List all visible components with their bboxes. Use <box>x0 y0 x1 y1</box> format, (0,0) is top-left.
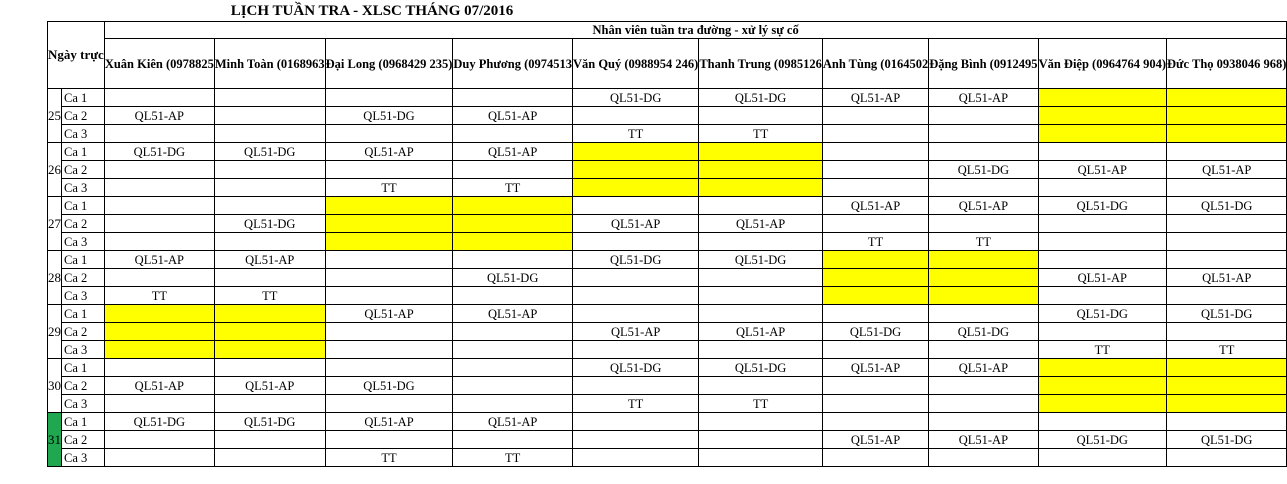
table-row <box>48 431 1287 449</box>
assignment-cell <box>1167 251 1287 269</box>
assignment-cell <box>1167 143 1287 161</box>
assignment-cell <box>325 251 453 269</box>
table-row <box>48 179 1287 197</box>
staff-header-9: Đức Thọ 0938046 968) <box>1167 39 1287 89</box>
assignment-cell: QL51-AP <box>572 323 698 341</box>
assignment-cell <box>699 377 823 395</box>
shift-label: Ca 2 <box>62 215 105 233</box>
assignment-cell <box>1038 449 1166 467</box>
assignment-cell <box>214 89 325 107</box>
assignment-cell <box>104 269 214 287</box>
shift-label: Ca 3 <box>62 125 105 143</box>
assignment-cell <box>104 305 214 323</box>
schedule-title: LỊCH TUẦN TRA - XLSC THÁNG 07/2016 <box>230 3 514 19</box>
assignment-cell <box>104 323 214 341</box>
staff-header-4: Văn Quý (0988954 246) <box>572 39 698 89</box>
schedule-body <box>48 89 1287 467</box>
assignment-cell: QL51-DG <box>214 413 325 431</box>
staff-header-row <box>48 39 1287 89</box>
assignment-cell <box>104 125 214 143</box>
assignment-cell: QL51-AP <box>453 305 573 323</box>
assignment-cell <box>572 179 698 197</box>
assignment-cell <box>104 449 214 467</box>
table-row <box>48 359 1287 377</box>
assignment-cell <box>929 377 1038 395</box>
assignment-cell <box>1038 89 1166 107</box>
day-cell: 31 <box>48 413 62 467</box>
assignment-cell <box>822 395 928 413</box>
shift-label: Ca 1 <box>62 251 105 269</box>
assignment-cell: QL51-DG <box>453 269 573 287</box>
assignment-cell: QL51-DG <box>1038 305 1166 323</box>
assignment-cell <box>104 431 214 449</box>
assignment-cell: QL51-AP <box>929 89 1038 107</box>
assignment-cell <box>929 305 1038 323</box>
table-row <box>48 287 1287 305</box>
assignment-cell <box>325 215 453 233</box>
assignment-cell <box>1167 125 1287 143</box>
assignment-cell <box>822 179 928 197</box>
assignment-cell: QL51-AP <box>104 251 214 269</box>
assignment-cell <box>214 161 325 179</box>
assignment-cell: QL51-DG <box>325 377 453 395</box>
assignment-cell <box>1167 377 1287 395</box>
assignment-cell <box>822 269 928 287</box>
assignment-cell: QL51-DG <box>699 89 823 107</box>
assignment-cell <box>822 215 928 233</box>
assignment-cell <box>214 197 325 215</box>
assignment-cell: QL51-AP <box>699 323 823 341</box>
shift-label: Ca 1 <box>62 413 105 431</box>
table-row <box>48 395 1287 413</box>
assignment-cell <box>929 215 1038 233</box>
assignment-cell <box>929 449 1038 467</box>
table-row <box>48 377 1287 395</box>
day-column-header: Ngày trực <box>48 22 105 89</box>
assignment-cell <box>104 197 214 215</box>
assignment-cell <box>929 287 1038 305</box>
shift-label: Ca 2 <box>62 431 105 449</box>
assignment-cell <box>104 161 214 179</box>
assignment-cell <box>1167 413 1287 431</box>
assignment-cell: QL51-AP <box>1038 269 1166 287</box>
assignment-cell <box>453 287 573 305</box>
shift-label: Ca 3 <box>62 449 105 467</box>
assignment-cell: QL51-AP <box>104 107 214 125</box>
assignment-cell: QL51-AP <box>822 431 928 449</box>
table-row <box>48 341 1287 359</box>
assignment-cell: TT <box>453 449 573 467</box>
assignment-cell <box>453 431 573 449</box>
assignment-cell <box>822 377 928 395</box>
assignment-cell <box>1038 215 1166 233</box>
assignment-cell <box>572 305 698 323</box>
assignment-cell <box>929 107 1038 125</box>
assignment-cell <box>1038 287 1166 305</box>
assignment-cell <box>214 179 325 197</box>
assignment-cell <box>572 287 698 305</box>
assignment-cell <box>1038 179 1166 197</box>
assignment-cell <box>453 89 573 107</box>
assignment-cell <box>214 233 325 251</box>
assignment-cell <box>699 161 823 179</box>
shift-label: Ca 2 <box>62 161 105 179</box>
table-row <box>48 143 1287 161</box>
assignment-cell <box>453 395 573 413</box>
assignment-cell <box>104 233 214 251</box>
shift-label: Ca 1 <box>62 89 105 107</box>
assignment-cell <box>822 413 928 431</box>
assignment-cell <box>929 341 1038 359</box>
assignment-cell: QL51-DG <box>325 107 453 125</box>
assignment-cell <box>453 359 573 377</box>
assignment-cell: QL51-DG <box>699 251 823 269</box>
shift-label: Ca 2 <box>62 377 105 395</box>
assignment-cell <box>1038 107 1166 125</box>
assignment-cell <box>699 287 823 305</box>
assignment-cell <box>453 161 573 179</box>
assignment-cell: QL51-AP <box>929 197 1038 215</box>
assignment-cell: QL51-AP <box>1038 161 1166 179</box>
assignment-cell <box>1038 377 1166 395</box>
assignment-cell: QL51-AP <box>929 359 1038 377</box>
shift-label: Ca 1 <box>62 359 105 377</box>
table-row <box>48 413 1287 431</box>
assignment-cell <box>929 413 1038 431</box>
assignment-cell <box>822 449 928 467</box>
assignment-cell <box>325 89 453 107</box>
assignment-cell <box>822 305 928 323</box>
assignment-cell <box>822 341 928 359</box>
assignment-cell <box>572 197 698 215</box>
assignment-cell <box>325 287 453 305</box>
assignment-cell: QL51-AP <box>325 143 453 161</box>
assignment-cell <box>1038 323 1166 341</box>
assignment-cell <box>214 395 325 413</box>
table-row <box>48 233 1287 251</box>
shift-label: Ca 2 <box>62 269 105 287</box>
day-cell: 27 <box>48 197 62 251</box>
assignment-cell <box>214 305 325 323</box>
assignment-cell <box>699 413 823 431</box>
assignment-cell <box>214 359 325 377</box>
assignment-cell <box>822 161 928 179</box>
assignment-cell <box>104 179 214 197</box>
assignment-cell <box>104 395 214 413</box>
assignment-cell: QL51-AP <box>104 377 214 395</box>
assignment-cell <box>1038 395 1166 413</box>
assignment-cell <box>572 107 698 125</box>
assignment-cell <box>214 449 325 467</box>
assignment-cell <box>699 143 823 161</box>
assignment-cell <box>572 413 698 431</box>
table-row <box>48 161 1287 179</box>
table-row <box>48 107 1287 125</box>
assignment-cell <box>699 449 823 467</box>
assignment-cell <box>104 89 214 107</box>
assignment-cell <box>1167 107 1287 125</box>
assignment-cell <box>453 377 573 395</box>
assignment-cell <box>572 341 698 359</box>
assignment-cell <box>1167 287 1287 305</box>
assignment-cell: TT <box>214 287 325 305</box>
assignment-cell: QL51-AP <box>453 413 573 431</box>
assignment-cell: QL51-DG <box>104 413 214 431</box>
assignment-cell <box>929 269 1038 287</box>
assignment-cell <box>1167 233 1287 251</box>
shift-label: Ca 1 <box>62 143 105 161</box>
assignment-cell <box>699 269 823 287</box>
assignment-cell <box>929 125 1038 143</box>
staff-header-8: Văn Điệp (0964764 904) <box>1038 39 1166 89</box>
assignment-cell <box>104 341 214 359</box>
assignment-cell <box>822 125 928 143</box>
assignment-cell: TT <box>699 125 823 143</box>
table-row <box>48 251 1287 269</box>
assignment-cell <box>214 323 325 341</box>
assignment-cell <box>699 197 823 215</box>
assignment-cell <box>572 233 698 251</box>
assignment-cell: QL51-AP <box>325 305 453 323</box>
assignment-cell <box>1167 395 1287 413</box>
assignment-cell <box>453 197 573 215</box>
staff-header-5: Thanh Trung (0985126 <box>699 39 823 89</box>
assignment-cell: QL51-DG <box>699 359 823 377</box>
assignment-cell <box>822 107 928 125</box>
assignment-cell <box>214 431 325 449</box>
assignment-cell <box>1167 89 1287 107</box>
assignment-cell: QL51-DG <box>214 143 325 161</box>
assignment-cell: QL51-DG <box>1167 197 1287 215</box>
assignment-cell: QL51-AP <box>822 89 928 107</box>
assignment-cell <box>572 269 698 287</box>
assignment-cell: QL51-AP <box>214 377 325 395</box>
assignment-cell <box>214 341 325 359</box>
staff-header-0: Xuân Kiên (0978825 <box>104 39 214 89</box>
assignment-cell <box>572 449 698 467</box>
assignment-cell <box>699 179 823 197</box>
assignment-cell <box>325 359 453 377</box>
assignment-cell <box>929 179 1038 197</box>
assignment-cell: TT <box>325 449 453 467</box>
shift-label: Ca 3 <box>62 179 105 197</box>
assignment-cell: TT <box>572 395 698 413</box>
table-row <box>48 269 1287 287</box>
assignment-cell <box>699 233 823 251</box>
day-cell: 29 <box>48 305 62 359</box>
assignment-cell <box>699 107 823 125</box>
assignment-cell: QL51-DG <box>1038 197 1166 215</box>
assignment-cell <box>699 431 823 449</box>
shift-label: Ca 3 <box>62 233 105 251</box>
assignment-cell: QL51-DG <box>929 161 1038 179</box>
shift-label: Ca 3 <box>62 395 105 413</box>
assignment-cell <box>453 125 573 143</box>
assignment-cell <box>1167 359 1287 377</box>
assignment-cell <box>572 143 698 161</box>
assignment-cell <box>699 341 823 359</box>
staff-header-6: Anh Tùng (0164502 <box>822 39 928 89</box>
shift-label: Ca 3 <box>62 287 105 305</box>
assignment-cell <box>214 269 325 287</box>
assignment-cell: TT <box>325 179 453 197</box>
assignment-cell: QL51-AP <box>822 197 928 215</box>
assignment-cell <box>572 431 698 449</box>
assignment-cell <box>453 323 573 341</box>
staff-header-2: Đại Long (0968429 235) <box>325 39 453 89</box>
assignment-cell <box>453 251 573 269</box>
assignment-cell <box>1038 233 1166 251</box>
assignment-cell <box>325 233 453 251</box>
table-row <box>48 125 1287 143</box>
assignment-cell: QL51-AP <box>1167 161 1287 179</box>
assignment-cell: QL51-DG <box>1038 431 1166 449</box>
assignment-cell: QL51-AP <box>453 107 573 125</box>
assignment-cell: TT <box>929 233 1038 251</box>
assignment-cell: QL51-DG <box>214 215 325 233</box>
assignment-cell <box>214 107 325 125</box>
table-row <box>48 215 1287 233</box>
shift-label: Ca 1 <box>62 197 105 215</box>
assignment-cell: TT <box>1167 341 1287 359</box>
assignment-cell <box>1167 179 1287 197</box>
assignment-cell: QL51-DG <box>104 143 214 161</box>
table-row <box>48 449 1287 467</box>
assignment-cell <box>453 341 573 359</box>
assignment-cell <box>325 341 453 359</box>
assignment-cell: QL51-DG <box>1167 431 1287 449</box>
table-row <box>48 197 1287 215</box>
assignment-cell <box>1167 449 1287 467</box>
assignment-cell: QL51-AP <box>325 413 453 431</box>
assignment-cell: QL51-AP <box>214 251 325 269</box>
assignment-cell: TT <box>699 395 823 413</box>
assignment-cell: QL51-DG <box>572 359 698 377</box>
assignment-cell <box>104 359 214 377</box>
assignment-cell <box>929 395 1038 413</box>
assignment-cell <box>325 161 453 179</box>
assignment-cell <box>325 125 453 143</box>
assignment-cell: QL51-AP <box>453 143 573 161</box>
assignment-cell: QL51-AP <box>572 215 698 233</box>
staff-header-1: Minh Toàn (0168963 <box>214 39 325 89</box>
assignment-cell <box>1038 413 1166 431</box>
assignment-cell <box>572 377 698 395</box>
assignment-cell: QL51-DG <box>929 323 1038 341</box>
assignment-cell <box>325 395 453 413</box>
assignment-cell <box>325 323 453 341</box>
assignment-cell <box>325 431 453 449</box>
table-row <box>48 323 1287 341</box>
table-row <box>48 89 1287 107</box>
assignment-cell <box>1167 215 1287 233</box>
shift-label: Ca 2 <box>62 107 105 125</box>
assignment-cell: TT <box>572 125 698 143</box>
assignment-cell: QL51-AP <box>929 431 1038 449</box>
assignment-cell <box>822 143 928 161</box>
assignment-cell <box>1038 125 1166 143</box>
assignment-cell <box>325 269 453 287</box>
assignment-cell: TT <box>1038 341 1166 359</box>
assignment-cell <box>453 215 573 233</box>
assignment-cell <box>929 143 1038 161</box>
patrol-schedule-table <box>47 21 1287 467</box>
shift-label: Ca 2 <box>62 323 105 341</box>
shift-label: Ca 1 <box>62 305 105 323</box>
assignment-cell <box>1038 143 1166 161</box>
assignment-cell <box>822 287 928 305</box>
day-cell: 28 <box>48 251 62 305</box>
assignment-cell: QL51-DG <box>1167 305 1287 323</box>
assignment-cell <box>1038 251 1166 269</box>
staff-header-7: Đặng Bình (0912495 <box>929 39 1038 89</box>
assignment-cell: TT <box>822 233 928 251</box>
assignment-cell: TT <box>453 179 573 197</box>
assignment-cell <box>104 215 214 233</box>
assignment-cell <box>699 305 823 323</box>
assignment-cell: QL51-DG <box>572 251 698 269</box>
staff-group-header: Nhân viên tuần tra đường - xử lý sự cố <box>104 22 1287 39</box>
assignment-cell: TT <box>104 287 214 305</box>
staff-header-3: Duy Phương (0974513 <box>453 39 573 89</box>
assignment-cell: QL51-DG <box>572 89 698 107</box>
day-cell: 26 <box>48 143 62 197</box>
assignment-cell <box>1038 359 1166 377</box>
assignment-cell <box>453 233 573 251</box>
assignment-cell <box>572 161 698 179</box>
assignment-cell: QL51-DG <box>822 323 928 341</box>
day-cell: 30 <box>48 359 62 413</box>
assignment-cell <box>822 251 928 269</box>
table-row <box>48 305 1287 323</box>
assignment-cell: QL51-AP <box>1167 269 1287 287</box>
assignment-cell: QL51-AP <box>822 359 928 377</box>
assignment-cell <box>325 197 453 215</box>
assignment-cell <box>929 251 1038 269</box>
assignment-cell <box>214 125 325 143</box>
assignment-cell: QL51-AP <box>699 215 823 233</box>
assignment-cell <box>1167 323 1287 341</box>
shift-label: Ca 3 <box>62 341 105 359</box>
day-cell: 25 <box>48 89 62 143</box>
